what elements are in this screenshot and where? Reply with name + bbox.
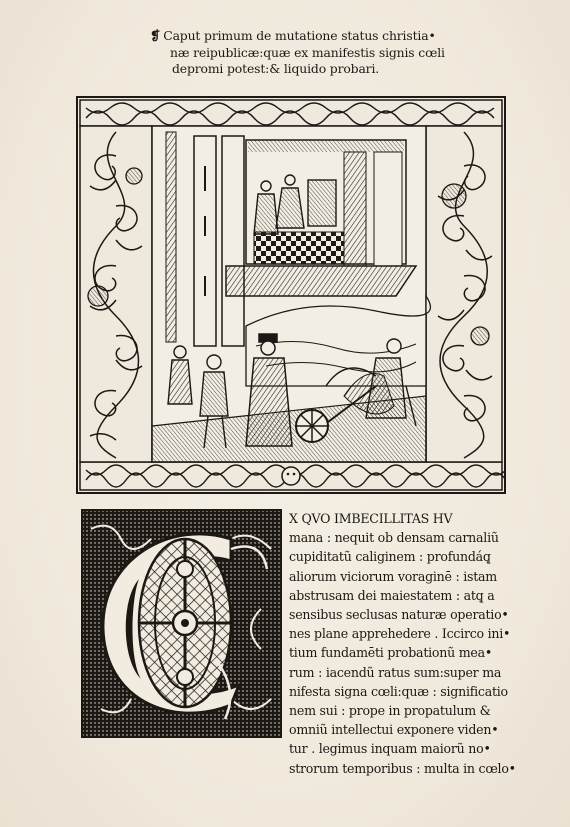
text-line: aliorum viciorum voraginē : istam bbox=[289, 568, 497, 584]
pilcrow-icon: ❡ bbox=[150, 28, 161, 43]
heading-line-2: næ reipublicæ:quæ ex manifestis signis cœli bbox=[170, 44, 445, 60]
text-line: tium fundamēti probationũ mea• bbox=[289, 645, 493, 661]
text-line: nifesta signa cœli:quæ : significatio bbox=[289, 683, 508, 699]
text-line: cupiditatũ caliginem : profundáq̨ bbox=[289, 549, 491, 565]
text-line: omniũ intellectui exponere viden• bbox=[289, 722, 499, 738]
text-line: nem sui : prope in propatulum & bbox=[289, 703, 491, 719]
chapter-heading bbox=[150, 28, 490, 78]
heading-line-1: ❡ Caput primum de mutatione status christia• bbox=[150, 28, 436, 43]
text-line: nes plane apprehedere . Iccirco ini• bbox=[289, 626, 511, 642]
woodcut-illustration-icon bbox=[76, 96, 506, 494]
text-line: rum : iacendũ ratus sum:super ma bbox=[289, 664, 502, 680]
heading-line-3: depromi potest:& liquido probari. bbox=[172, 61, 380, 76]
body-text bbox=[289, 509, 519, 778]
text-line: abstrusam dei maiestatem : atq̨ a bbox=[289, 587, 495, 603]
decorated-initial-icon bbox=[81, 509, 282, 738]
text-line: tur . legimus inquam maiorũ no• bbox=[289, 741, 491, 757]
text-line: X QVO IMBECILLITAS HV bbox=[289, 511, 453, 526]
text-line: sensibus seclusas naturæ operatio• bbox=[289, 607, 509, 623]
text-line: mana : nequit ob densam carnaliũ bbox=[289, 530, 499, 546]
decorated-initial bbox=[81, 509, 282, 738]
text-line: strorum temporibus : multa in cœlo• bbox=[289, 760, 516, 776]
woodcut-illustration bbox=[76, 96, 506, 494]
